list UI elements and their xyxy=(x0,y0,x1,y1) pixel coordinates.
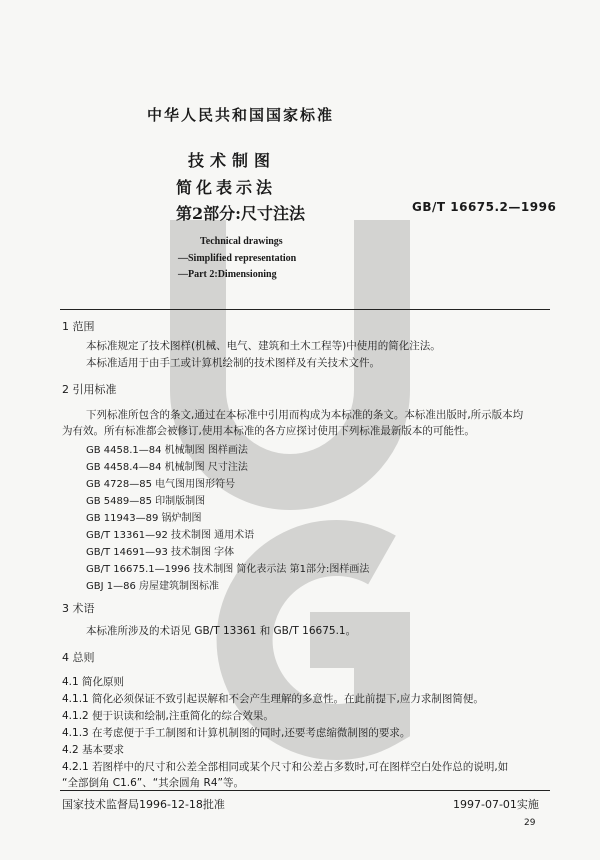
approval-note: 国家技术监督局1996-12-18批准 xyxy=(62,798,225,811)
section-1-heading: 1 范围 xyxy=(62,320,95,333)
paragraph: 本标准所涉及的术语见 GB/T 13361 和 GB/T 16675.1。 xyxy=(86,625,357,637)
paragraph: 4.1.1 简化必须保证不致引起误解和不会产生理解的多意性。在此前提下,应力求制图简便。 xyxy=(62,693,484,705)
section-4-heading: 4 总则 xyxy=(62,651,95,664)
implementation-date: 1997-07-01实施 xyxy=(453,798,539,811)
section-3-heading: 3 术语 xyxy=(62,602,95,615)
reference-item: GB/T 13361—92 技术制图 通用术语 xyxy=(86,530,255,541)
reference-item: GBJ 1—86 房屋建筑制图标准 xyxy=(86,581,220,592)
subsection-heading: 4.2 基本要求 xyxy=(62,744,125,756)
english-title-line-1: Technical drawings xyxy=(200,236,283,247)
standard-number: GB/T 16675.2—1996 xyxy=(412,200,557,214)
paragraph: 4.1.3 在考虑便于手工制图和计算机制图的同时,还要考虑缩微制图的要求。 xyxy=(62,727,411,739)
paragraph: 4.2.1 若图样中的尺寸和公差全部相同或某个尺寸和公差占多数时,可在图样空白处作总的说明,如 xyxy=(62,761,509,773)
footer-divider xyxy=(60,790,550,791)
document-title-line-3: 第2部分:尺寸注法 xyxy=(176,204,306,223)
reference-item: GB 11943—89 锅炉制图 xyxy=(86,513,202,524)
paragraph: “全部倒角 C1.6”、“其余圆角 R4”等。 xyxy=(62,777,244,789)
reference-item: GB 4458.1—84 机械制图 图样画法 xyxy=(86,445,248,456)
reference-item: GB 5489—85 印制版制图 xyxy=(86,496,206,507)
section-2-heading: 2 引用标准 xyxy=(62,383,117,396)
subsection-heading: 4.1 简化原则 xyxy=(62,676,125,688)
national-standard-title: 中华人民共和国国家标准 xyxy=(147,106,335,124)
english-title-line-3: —Part 2:Dimensioning xyxy=(178,269,277,280)
paragraph: 下列标准所包含的条文,通过在本标准中引用而构成为本标准的条文。本标准出版时,所示版本均 xyxy=(86,409,524,421)
header-divider xyxy=(60,309,550,310)
paragraph: 为有效。所有标准都会被修订,使用本标准的各方应探讨使用下列标准最新版本的可能性。 xyxy=(62,425,475,437)
document-title-line-2: 简化表示法 xyxy=(176,178,277,197)
reference-item: GB 4458.4—84 机械制图 尺寸注法 xyxy=(86,462,248,473)
paragraph: 本标准规定了技术图样(机械、电气、建筑和土木工程等)中使用的简化注法。 xyxy=(86,340,441,352)
reference-item: GB 4728—85 电气图用图形符号 xyxy=(86,479,236,490)
page-number: 29 xyxy=(524,818,536,828)
document-title-line-1: 技术制图 xyxy=(188,151,277,170)
paragraph: 本标准适用于由手工或计算机绘制的技术图样及有关技术文件。 xyxy=(86,357,380,369)
paragraph: 4.1.2 便于识读和绘制,注重简化的综合效果。 xyxy=(62,710,274,722)
reference-item: GB/T 14691—93 技术制图 字体 xyxy=(86,547,235,558)
reference-item: GB/T 16675.1—1996 技术制图 简化表示法 第1部分:图样画法 xyxy=(86,564,370,575)
english-title-line-2: —Simplified representation xyxy=(178,253,297,264)
